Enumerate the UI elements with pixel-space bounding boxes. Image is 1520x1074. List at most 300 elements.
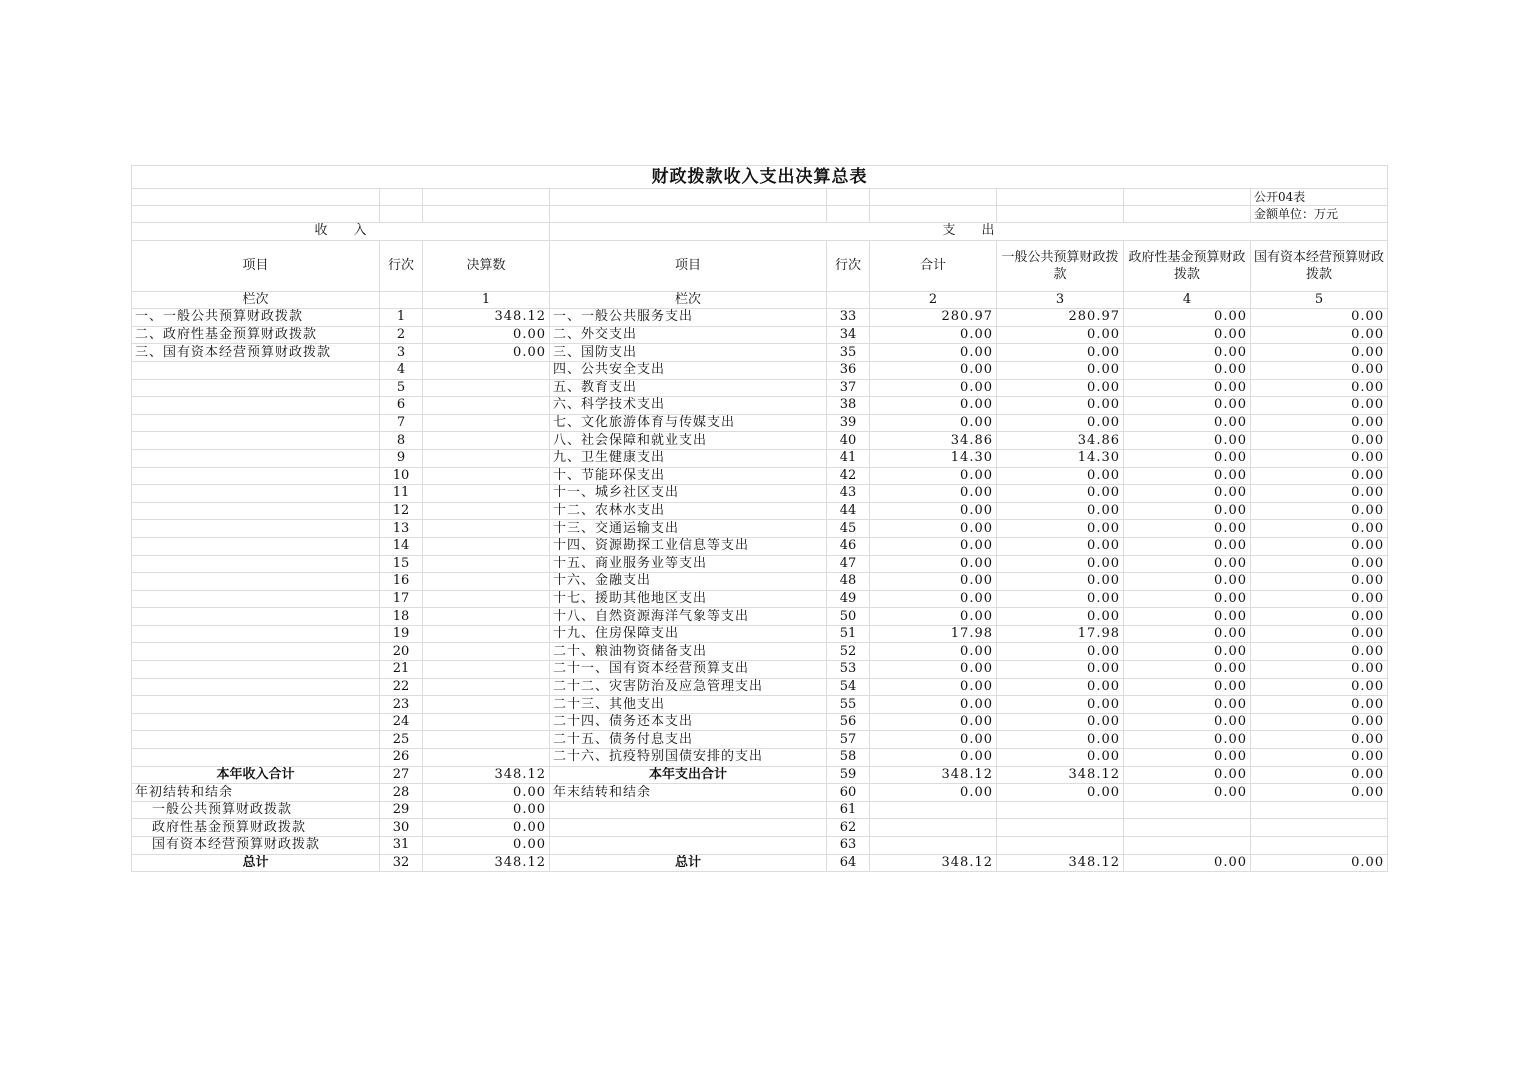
state-capital-amount: 0.00 (1251, 749, 1388, 767)
income-amount (423, 432, 550, 450)
general-budget-amount: 34.86 (997, 432, 1124, 450)
general-budget-amount: 0.00 (997, 326, 1124, 344)
table-row (132, 590, 1388, 608)
income-amount: 348.12 (423, 854, 550, 872)
state-capital-amount: 0.00 (1251, 643, 1388, 661)
table-row (132, 643, 1388, 661)
expense-total (870, 801, 997, 819)
expense-line-no: 36 (827, 361, 870, 379)
expense-total: 0.00 (870, 784, 997, 802)
expense-item: 二十四、债务还本支出 (550, 713, 827, 731)
table-row (132, 661, 1388, 679)
fund-budget-amount: 0.00 (1124, 379, 1251, 397)
expense-line-no: 37 (827, 379, 870, 397)
income-amount: 348.12 (423, 766, 550, 784)
total-header: 合计 (870, 240, 997, 291)
income-item: 总计 (132, 854, 380, 872)
table-row (132, 326, 1388, 344)
income-line-no: 23 (380, 696, 423, 714)
general-budget-amount: 0.00 (997, 485, 1124, 503)
expense-total: 0.00 (870, 696, 997, 714)
general-budget-amount: 0.00 (997, 696, 1124, 714)
income-line-no: 21 (380, 661, 423, 679)
income-line-no: 24 (380, 713, 423, 731)
expense-item (550, 801, 827, 819)
income-line-no: 7 (380, 414, 423, 432)
income-item: 本年收入合计 (132, 766, 380, 784)
income-line-no: 28 (380, 784, 423, 802)
table-row (132, 432, 1388, 450)
fund-budget-amount: 0.00 (1124, 608, 1251, 626)
income-amount (423, 749, 550, 767)
fund-budget-header: 政府性基金预算财政拨款 (1124, 240, 1251, 291)
income-line-no: 3 (380, 344, 423, 362)
fund-budget-amount: 0.00 (1124, 432, 1251, 450)
general-budget-amount (997, 801, 1124, 819)
table-row (132, 502, 1388, 520)
expense-line-no: 57 (827, 731, 870, 749)
income-line-no: 25 (380, 731, 423, 749)
income-item: 政府性基金预算财政拨款 (132, 819, 380, 837)
expense-line-no: 43 (827, 485, 870, 503)
column-index-4: 4 (1124, 291, 1251, 309)
expense-item: 十三、交通运输支出 (550, 520, 827, 538)
table-row (132, 555, 1388, 573)
expense-line-no: 39 (827, 414, 870, 432)
table-row (132, 749, 1388, 767)
income-item: 一、一般公共预算财政拨款 (132, 309, 380, 327)
expense-total: 0.00 (870, 731, 997, 749)
column-index-label: 栏次 (132, 291, 380, 309)
column-index-1: 1 (423, 291, 550, 309)
fund-budget-amount: 0.00 (1124, 467, 1251, 485)
income-amount-header: 决算数 (423, 240, 550, 291)
fund-budget-amount: 0.00 (1124, 449, 1251, 467)
expense-line-no: 44 (827, 502, 870, 520)
income-item (132, 749, 380, 767)
state-capital-amount: 0.00 (1251, 555, 1388, 573)
income-amount (423, 397, 550, 415)
expense-total: 0.00 (870, 537, 997, 555)
income-amount (423, 661, 550, 679)
income-item (132, 643, 380, 661)
state-capital-amount: 0.00 (1251, 766, 1388, 784)
state-capital-amount: 0.00 (1251, 397, 1388, 415)
income-amount: 0.00 (423, 344, 550, 362)
expense-item: 二十五、债务付息支出 (550, 731, 827, 749)
income-item (132, 678, 380, 696)
table-row (132, 344, 1388, 362)
expense-line-no: 50 (827, 608, 870, 626)
table-row (132, 537, 1388, 555)
expense-item: 十四、资源勘探工业信息等支出 (550, 537, 827, 555)
income-item (132, 467, 380, 485)
expense-item: 年末结转和结余 (550, 784, 827, 802)
expense-item: 十、节能环保支出 (550, 467, 827, 485)
state-capital-amount: 0.00 (1251, 784, 1388, 802)
table-row (132, 713, 1388, 731)
expense-item: 十八、自然资源海洋气象等支出 (550, 608, 827, 626)
fund-budget-amount: 0.00 (1124, 678, 1251, 696)
expense-line-no: 48 (827, 573, 870, 591)
state-capital-amount: 0.00 (1251, 502, 1388, 520)
expense-line-header: 行次 (827, 240, 870, 291)
expense-line-no: 58 (827, 749, 870, 767)
expense-total (870, 837, 997, 855)
general-budget-amount: 0.00 (997, 731, 1124, 749)
income-item (132, 731, 380, 749)
income-amount (423, 713, 550, 731)
expense-line-no: 42 (827, 467, 870, 485)
expense-total: 0.00 (870, 502, 997, 520)
income-item (132, 361, 380, 379)
expense-total: 0.00 (870, 643, 997, 661)
fund-budget-amount: 0.00 (1124, 397, 1251, 415)
general-budget-amount: 0.00 (997, 537, 1124, 555)
state-capital-amount: 0.00 (1251, 678, 1388, 696)
table-title: 财政拨款收入支出决算总表 (132, 166, 1388, 189)
general-budget-amount: 280.97 (997, 309, 1124, 327)
general-budget-amount: 0.00 (997, 643, 1124, 661)
general-budget-amount: 0.00 (997, 713, 1124, 731)
expense-line-no: 35 (827, 344, 870, 362)
expense-total: 14.30 (870, 449, 997, 467)
expense-line-no: 33 (827, 309, 870, 327)
state-capital-amount: 0.00 (1251, 361, 1388, 379)
table-row (132, 467, 1388, 485)
annual-total-row (132, 766, 1388, 784)
expense-line-no: 59 (827, 766, 870, 784)
income-item (132, 713, 380, 731)
income-line-no: 26 (380, 749, 423, 767)
income-amount: 0.00 (423, 784, 550, 802)
income-item (132, 397, 380, 415)
expense-item: 七、文化旅游体育与传媒支出 (550, 414, 827, 432)
expense-total: 0.00 (870, 485, 997, 503)
fund-budget-amount: 0.00 (1124, 414, 1251, 432)
state-capital-amount (1251, 837, 1388, 855)
income-amount (423, 449, 550, 467)
fund-budget-amount: 0.00 (1124, 766, 1251, 784)
income-line-no: 1 (380, 309, 423, 327)
expense-item: 五、教育支出 (550, 379, 827, 397)
income-line-no: 5 (380, 379, 423, 397)
fund-budget-amount: 0.00 (1124, 520, 1251, 538)
state-capital-amount: 0.00 (1251, 326, 1388, 344)
table-row (132, 397, 1388, 415)
expense-item: 十二、农林水支出 (550, 502, 827, 520)
general-budget-amount (997, 819, 1124, 837)
income-amount (423, 537, 550, 555)
expense-line-no: 34 (827, 326, 870, 344)
income-amount: 348.12 (423, 309, 550, 327)
income-item (132, 573, 380, 591)
fund-budget-amount: 0.00 (1124, 590, 1251, 608)
expense-item: 二、外交支出 (550, 326, 827, 344)
income-amount: 0.00 (423, 326, 550, 344)
column-index-3: 3 (997, 291, 1124, 309)
expense-item: 十九、住房保障支出 (550, 625, 827, 643)
income-line-no: 32 (380, 854, 423, 872)
income-item (132, 449, 380, 467)
expense-line-no: 52 (827, 643, 870, 661)
expense-total: 0.00 (870, 555, 997, 573)
expense-item: 十七、援助其他地区支出 (550, 590, 827, 608)
fund-budget-amount (1124, 837, 1251, 855)
general-budget-amount: 0.00 (997, 397, 1124, 415)
income-amount (423, 696, 550, 714)
expense-item: 十五、商业服务业等支出 (550, 555, 827, 573)
state-capital-amount (1251, 819, 1388, 837)
expense-line-no: 46 (827, 537, 870, 555)
general-budget-amount: 0.00 (997, 361, 1124, 379)
expense-total: 348.12 (870, 766, 997, 784)
state-capital-amount: 0.00 (1251, 713, 1388, 731)
income-line-no: 12 (380, 502, 423, 520)
state-capital-amount: 0.00 (1251, 590, 1388, 608)
general-budget-amount: 0.00 (997, 678, 1124, 696)
income-line-no: 9 (380, 449, 423, 467)
expense-total: 0.00 (870, 608, 997, 626)
income-line-no: 22 (380, 678, 423, 696)
expense-item: 一、一般公共服务支出 (550, 309, 827, 327)
general-budget-amount: 0.00 (997, 555, 1124, 573)
income-item: 三、国有资本经营预算财政拨款 (132, 344, 380, 362)
expense-item: 四、公共安全支出 (550, 361, 827, 379)
income-line-no: 10 (380, 467, 423, 485)
income-item (132, 537, 380, 555)
expense-item: 总计 (550, 854, 827, 872)
expense-item: 十一、城乡社区支出 (550, 485, 827, 503)
fund-budget-amount (1124, 801, 1251, 819)
income-line-no: 30 (380, 819, 423, 837)
expense-line-no: 41 (827, 449, 870, 467)
expense-total: 0.00 (870, 713, 997, 731)
carry-row (132, 784, 1388, 802)
income-line-no: 6 (380, 397, 423, 415)
income-amount (423, 608, 550, 626)
state-capital-header: 国有资本经营预算财政拨款 (1251, 240, 1388, 291)
fund-budget-amount: 0.00 (1124, 625, 1251, 643)
state-capital-amount: 0.00 (1251, 625, 1388, 643)
state-capital-amount: 0.00 (1251, 854, 1388, 872)
income-line-no: 17 (380, 590, 423, 608)
income-line-no: 14 (380, 537, 423, 555)
state-capital-amount (1251, 801, 1388, 819)
income-amount (423, 625, 550, 643)
income-item-header: 项目 (132, 240, 380, 291)
income-amount (423, 485, 550, 503)
income-amount (423, 590, 550, 608)
state-capital-amount: 0.00 (1251, 696, 1388, 714)
state-capital-amount: 0.00 (1251, 661, 1388, 679)
state-capital-amount: 0.00 (1251, 432, 1388, 450)
fund-budget-amount: 0.00 (1124, 537, 1251, 555)
general-budget-amount: 0.00 (997, 414, 1124, 432)
income-amount (423, 555, 550, 573)
income-item (132, 696, 380, 714)
income-line-no: 13 (380, 520, 423, 538)
table-row (132, 573, 1388, 591)
income-line-no: 2 (380, 326, 423, 344)
expense-item: 二十二、灾害防治及应急管理支出 (550, 678, 827, 696)
column-index-label: 栏次 (550, 291, 827, 309)
income-item: 国有资本经营预算财政拨款 (132, 837, 380, 855)
expense-line-no: 56 (827, 713, 870, 731)
expense-item (550, 837, 827, 855)
general-budget-header: 一般公共预算财政拨款 (997, 240, 1124, 291)
income-line-header: 行次 (380, 240, 423, 291)
state-capital-amount: 0.00 (1251, 608, 1388, 626)
general-budget-amount: 14.30 (997, 449, 1124, 467)
income-amount (423, 643, 550, 661)
income-amount (423, 520, 550, 538)
expense-total: 17.98 (870, 625, 997, 643)
expense-line-no: 64 (827, 854, 870, 872)
income-line-no: 16 (380, 573, 423, 591)
expense-item: 九、卫生健康支出 (550, 449, 827, 467)
expense-item: 二十一、国有资本经营预算支出 (550, 661, 827, 679)
general-budget-amount: 0.00 (997, 749, 1124, 767)
income-amount (423, 379, 550, 397)
table-row (132, 449, 1388, 467)
expense-total: 0.00 (870, 678, 997, 696)
income-line-no: 19 (380, 625, 423, 643)
general-budget-amount: 17.98 (997, 625, 1124, 643)
income-amount (423, 467, 550, 485)
expense-total: 0.00 (870, 344, 997, 362)
general-budget-amount: 0.00 (997, 344, 1124, 362)
table-row (132, 608, 1388, 626)
income-item (132, 414, 380, 432)
general-budget-amount: 0.00 (997, 573, 1124, 591)
fund-budget-amount: 0.00 (1124, 784, 1251, 802)
fund-budget-amount: 0.00 (1124, 485, 1251, 503)
income-item: 二、政府性基金预算财政拨款 (132, 326, 380, 344)
income-item: 一般公共预算财政拨款 (132, 801, 380, 819)
income-amount: 0.00 (423, 819, 550, 837)
expense-item: 六、科学技术支出 (550, 397, 827, 415)
state-capital-amount: 0.00 (1251, 414, 1388, 432)
form-code: 公开04表 (1251, 189, 1388, 206)
expense-total: 0.00 (870, 520, 997, 538)
state-capital-amount: 0.00 (1251, 485, 1388, 503)
general-budget-amount: 348.12 (997, 766, 1124, 784)
expense-total: 0.00 (870, 573, 997, 591)
income-amount (423, 414, 550, 432)
state-capital-amount: 0.00 (1251, 573, 1388, 591)
column-index-5: 5 (1251, 291, 1388, 309)
income-amount (423, 678, 550, 696)
fund-budget-amount: 0.00 (1124, 573, 1251, 591)
state-capital-amount: 0.00 (1251, 449, 1388, 467)
expense-line-no: 55 (827, 696, 870, 714)
general-budget-amount (997, 837, 1124, 855)
expense-item: 二十三、其他支出 (550, 696, 827, 714)
income-item (132, 502, 380, 520)
income-item (132, 625, 380, 643)
income-amount (423, 573, 550, 591)
income-line-no: 4 (380, 361, 423, 379)
expense-item (550, 819, 827, 837)
fund-budget-amount: 0.00 (1124, 713, 1251, 731)
expense-section-header: 支 出 (550, 223, 1388, 241)
state-capital-amount: 0.00 (1251, 467, 1388, 485)
expense-item: 八、社会保障和就业支出 (550, 432, 827, 450)
expense-total (870, 819, 997, 837)
income-amount: 0.00 (423, 801, 550, 819)
income-item (132, 520, 380, 538)
carry-row (132, 801, 1388, 819)
income-amount: 0.00 (423, 837, 550, 855)
expense-total: 0.00 (870, 379, 997, 397)
expense-item-header: 项目 (550, 240, 827, 291)
income-amount (423, 361, 550, 379)
expense-line-no: 63 (827, 837, 870, 855)
fund-budget-amount: 0.00 (1124, 326, 1251, 344)
income-item (132, 485, 380, 503)
income-line-no: 11 (380, 485, 423, 503)
state-capital-amount: 0.00 (1251, 731, 1388, 749)
final-accounts-table (131, 165, 1388, 872)
expense-item: 二十、粮油物资储备支出 (550, 643, 827, 661)
income-item (132, 590, 380, 608)
fund-budget-amount (1124, 819, 1251, 837)
fund-budget-amount: 0.00 (1124, 749, 1251, 767)
expense-line-no: 38 (827, 397, 870, 415)
expense-line-no: 45 (827, 520, 870, 538)
table-row (132, 485, 1388, 503)
income-amount (423, 502, 550, 520)
income-line-no: 31 (380, 837, 423, 855)
general-budget-amount: 0.00 (997, 590, 1124, 608)
fund-budget-amount: 0.00 (1124, 344, 1251, 362)
table-row (132, 414, 1388, 432)
carry-row (132, 819, 1388, 837)
fund-budget-amount: 0.00 (1124, 661, 1251, 679)
general-budget-amount: 0.00 (997, 661, 1124, 679)
state-capital-amount: 0.00 (1251, 309, 1388, 327)
income-line-no: 18 (380, 608, 423, 626)
expense-total: 0.00 (870, 414, 997, 432)
carry-row (132, 837, 1388, 855)
grand-total-row (132, 854, 1388, 872)
expense-item: 二十六、抗疫特别国债安排的支出 (550, 749, 827, 767)
expense-line-no: 54 (827, 678, 870, 696)
general-budget-amount: 0.00 (997, 784, 1124, 802)
expense-total: 34.86 (870, 432, 997, 450)
fund-budget-amount: 0.00 (1124, 502, 1251, 520)
fund-budget-amount: 0.00 (1124, 854, 1251, 872)
expense-total: 0.00 (870, 749, 997, 767)
expense-line-no: 49 (827, 590, 870, 608)
income-item (132, 379, 380, 397)
state-capital-amount: 0.00 (1251, 344, 1388, 362)
expense-line-no: 61 (827, 801, 870, 819)
expense-total: 280.97 (870, 309, 997, 327)
fund-budget-amount: 0.00 (1124, 731, 1251, 749)
table-row (132, 625, 1388, 643)
table-row (132, 678, 1388, 696)
income-amount (423, 731, 550, 749)
table-row (132, 696, 1388, 714)
expense-item: 本年支出合计 (550, 766, 827, 784)
income-line-no: 15 (380, 555, 423, 573)
table-row (132, 309, 1388, 327)
expense-total: 0.00 (870, 326, 997, 344)
income-item (132, 555, 380, 573)
expense-line-no: 62 (827, 819, 870, 837)
